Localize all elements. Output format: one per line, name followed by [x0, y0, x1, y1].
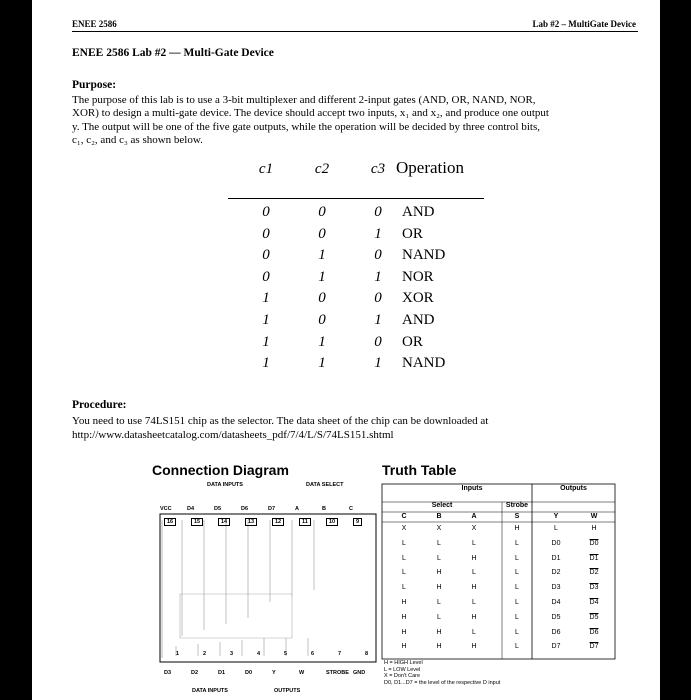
- op-operation: NOR: [402, 268, 434, 285]
- tt-col-header: W: [590, 513, 598, 520]
- bottom-pin-label: GND: [353, 670, 366, 676]
- top-pin-number: 13: [245, 518, 257, 526]
- data-inputs-bottom-label: DATA INPUTS: [192, 688, 228, 694]
- strobe-header: Strobe: [505, 502, 529, 509]
- op-cell: 1: [262, 312, 270, 328]
- op-operation: NAND: [402, 355, 446, 372]
- top-pin-label: D7: [268, 506, 276, 512]
- tt-cell: H: [436, 584, 442, 592]
- tt-cell: L: [472, 628, 476, 636]
- tt-cell: H: [436, 569, 442, 577]
- tt-cell: L: [472, 569, 476, 577]
- purpose-line: y. The output will be one of the five gate outputs, while the operation will be decided by three control bits,: [72, 120, 540, 133]
- bottom-pin-number: 5: [284, 651, 288, 657]
- op-cell: 0: [318, 204, 326, 220]
- tt-col-header: C: [401, 513, 407, 520]
- top-pin-number: 9: [353, 518, 362, 526]
- top-pin-number: 10: [326, 518, 338, 526]
- tt-cell: L: [437, 554, 441, 562]
- bottom-pin-number: 2: [203, 651, 207, 657]
- col-header-c3: c3: [370, 161, 386, 177]
- op-cell: 1: [374, 225, 382, 242]
- tt-cell: D4: [589, 599, 599, 606]
- op-cell: 0: [262, 268, 270, 285]
- col-header-c1: c1: [258, 161, 274, 177]
- op-operation: NAND: [402, 247, 446, 264]
- tt-cell: L: [437, 539, 441, 547]
- op-cell: 1: [318, 333, 326, 350]
- tt-cell: L: [472, 539, 476, 547]
- tt-col-header: S: [514, 513, 520, 520]
- purpose-heading: Purpose:: [72, 79, 117, 91]
- op-cell: 0: [374, 204, 382, 220]
- tt-cell: H: [401, 613, 407, 621]
- purpose-line: c₁, c₂, and c₃ as shown below.: [72, 134, 203, 147]
- bottom-pin-number: 4: [257, 651, 261, 657]
- tt-cell: H: [471, 643, 477, 651]
- truth-table-legend: [384, 660, 500, 686]
- connection-diagram-title: Connection Diagram: [152, 462, 289, 478]
- tt-cell: L: [437, 613, 441, 621]
- op-cell: 0: [318, 225, 326, 242]
- op-cell: 0: [318, 312, 326, 328]
- op-cell: 1: [374, 268, 382, 285]
- op-cell: 1: [262, 333, 270, 350]
- procedure-text: [72, 415, 632, 442]
- tt-cell: D5: [551, 613, 561, 621]
- tt-cell: D0: [551, 539, 561, 547]
- top-pin-number: 16: [164, 518, 176, 526]
- op-cell: 1: [374, 312, 382, 328]
- tt-cell: H: [514, 525, 520, 532]
- tt-cell: L: [515, 554, 519, 562]
- document-title: ENEE 2586 Lab #2 — Multi-Gate Device: [72, 47, 274, 59]
- procedure-url: http://www.datasheetcatalog.com/datasheets_pdf/7/4/L/S/74LS151.shtml: [72, 428, 394, 441]
- op-cell: 1: [262, 355, 270, 372]
- bottom-pin-label: W: [299, 670, 305, 676]
- tt-cell: L: [402, 569, 406, 577]
- tt-cell: D7: [551, 643, 561, 651]
- tt-cell: D1: [589, 554, 599, 562]
- header-rule: [72, 31, 638, 32]
- bottom-pin-number: 8: [365, 651, 369, 657]
- procedure-line: You need to use 74LS151 chip as the selector. The data sheet of the chip can be downloaded at: [72, 415, 489, 427]
- purpose-line: The purpose of this lab is to use a 3-bit multiplexer and different 2-input gates (AND, OR, NAND, NOR,: [72, 94, 536, 106]
- bottom-pin-number: 1: [176, 651, 180, 657]
- tt-cell: L: [515, 599, 519, 606]
- legend-line: D0, D1...D7 = the level of the respective D input: [384, 679, 501, 686]
- op-operation: AND: [402, 312, 435, 328]
- bottom-pin-label: D2: [191, 670, 199, 676]
- op-cell: 1: [318, 247, 326, 264]
- bottom-pin-label: D1: [218, 670, 226, 676]
- inputs-header: Inputs: [461, 485, 483, 492]
- tt-cell: D2: [551, 569, 561, 577]
- purpose-line: XOR) to design a multi-gate device. The device should accept two inputs, x₁ and x₂, and produce one output: [72, 107, 549, 120]
- tt-cell: L: [515, 628, 519, 636]
- op-operation: AND: [402, 204, 435, 220]
- tt-cell: D3: [551, 584, 561, 592]
- op-cell: 0: [374, 290, 382, 307]
- tt-cell: L: [437, 599, 441, 606]
- tt-cell: L: [515, 569, 519, 577]
- tt-cell: L: [515, 643, 519, 651]
- tt-cell: H: [471, 554, 477, 562]
- operation-table: [228, 158, 520, 378]
- document-page: [32, 0, 660, 700]
- legend-line: H = HIGH Level: [384, 660, 423, 666]
- tt-cell: H: [401, 628, 407, 636]
- bottom-pin-label: D3: [164, 670, 172, 676]
- datasheet-figure: [152, 462, 617, 700]
- tt-col-header: Y: [553, 513, 559, 520]
- top-pin-number: 15: [191, 518, 203, 526]
- tt-cell: L: [472, 599, 476, 606]
- op-cell: 0: [374, 247, 382, 264]
- tt-cell: H: [401, 643, 407, 651]
- bottom-pin-label: STROBE: [326, 670, 349, 676]
- top-pin-number: 14: [218, 518, 230, 526]
- bottom-pin-label: D0: [245, 670, 253, 676]
- tt-cell: D5: [589, 613, 599, 621]
- op-cell: 0: [318, 290, 326, 307]
- op-operation: XOR: [402, 290, 434, 307]
- tt-cell: D0: [589, 539, 599, 547]
- truth-table-title: Truth Table: [382, 462, 457, 478]
- tt-col-header: A: [471, 513, 477, 520]
- header-course: ENEE 2586: [72, 19, 117, 29]
- header-lab: Lab #2 – MultiGate Device: [532, 19, 636, 29]
- tt-cell: D6: [589, 628, 599, 636]
- tt-cell: L: [402, 554, 406, 562]
- op-operation: OR: [402, 333, 423, 350]
- tt-cell: H: [436, 628, 442, 636]
- top-pin-label: D5: [214, 506, 222, 512]
- op-cell: 0: [262, 225, 270, 242]
- bottom-pin-number: 6: [311, 651, 315, 657]
- op-cell: 0: [374, 333, 382, 350]
- data-inputs-top-label: DATA INPUTS: [207, 482, 243, 488]
- tt-cell: D3: [589, 584, 599, 592]
- tt-cell: H: [471, 613, 477, 621]
- purpose-text: [72, 94, 652, 148]
- op-cell: 1: [262, 290, 270, 307]
- tt-cell: L: [554, 525, 558, 532]
- op-cell: 0: [262, 247, 270, 264]
- tt-cell: X: [436, 525, 442, 532]
- bottom-pin-label: Y: [272, 670, 276, 676]
- tt-cell: D7: [589, 643, 599, 651]
- tt-cell: D2: [589, 569, 599, 577]
- tt-cell: L: [515, 584, 519, 592]
- legend-line: X = Don't Care: [384, 673, 421, 680]
- op-operation: OR: [402, 225, 423, 242]
- outputs-header: Outputs: [560, 485, 587, 492]
- op-cell: 1: [374, 355, 382, 372]
- top-pin-label: D6: [241, 506, 249, 512]
- tt-cell: X: [401, 525, 407, 532]
- legend-line: L = LOW Level: [384, 666, 421, 673]
- data-select-label: DATA SELECT: [306, 482, 344, 488]
- col-header-operation: Operation: [396, 158, 464, 177]
- tt-cell: L: [515, 539, 519, 547]
- tt-cell: H: [471, 584, 477, 592]
- tt-cell: L: [402, 539, 406, 547]
- tt-cell: H: [436, 643, 442, 651]
- op-cell: 1: [318, 268, 326, 285]
- bottom-pin-number: 3: [230, 651, 234, 657]
- bottom-pin-number: 7: [338, 651, 342, 657]
- tt-cell: L: [515, 613, 519, 621]
- tt-cell: D4: [551, 599, 561, 606]
- col-header-c2: c2: [314, 161, 330, 177]
- outputs-label: OUTPUTS: [274, 688, 301, 694]
- op-cell: 0: [262, 204, 270, 220]
- top-pin-label: D4: [187, 506, 195, 512]
- top-pin-number: 12: [272, 518, 284, 526]
- top-pin-label: B: [322, 506, 326, 512]
- tt-cell: D1: [551, 554, 561, 562]
- top-pin-label: A: [295, 506, 299, 512]
- op-cell: 1: [318, 355, 326, 372]
- top-pin-number: 11: [299, 518, 311, 526]
- top-pin-label: C: [349, 506, 353, 512]
- tt-cell: H: [401, 599, 407, 606]
- tt-cell: X: [471, 525, 477, 532]
- header-rule: [228, 198, 484, 199]
- select-header: Select: [431, 502, 453, 509]
- tt-cell: D6: [551, 628, 561, 636]
- tt-col-header: B: [436, 513, 442, 520]
- procedure-heading: Procedure:: [72, 399, 127, 411]
- tt-cell: H: [591, 525, 597, 532]
- top-pin-label: VCC: [160, 506, 172, 512]
- tt-cell: L: [402, 584, 406, 592]
